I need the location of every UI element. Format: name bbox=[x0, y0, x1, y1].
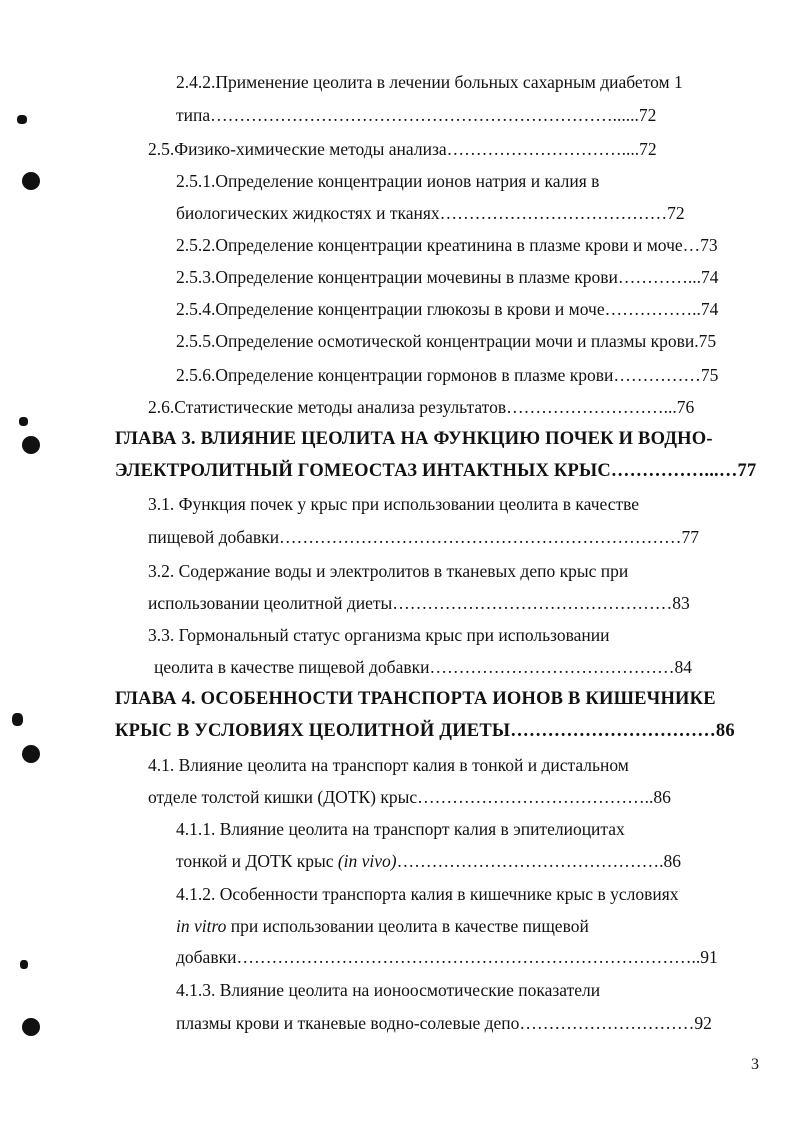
toc-entry-4-1-cont: отделе толстой кишки (ДОТК) крыс…………………………………..86 bbox=[148, 787, 671, 807]
toc-entry-2-4-2-cont: типа……………………………………………………………......72 bbox=[176, 105, 657, 125]
toc-entry-4-1: 4.1. Влияние цеолита на транспорт калия в тонкой и дистальном bbox=[148, 755, 629, 775]
toc-entry-2-6: 2.6.Статистические методы анализа результатов………………………...76 bbox=[148, 397, 695, 417]
toc-text-italic: in vitro bbox=[176, 916, 227, 936]
toc-entry-4-1-2: 4.1.2. Особенности транспорта калия в кишечнике крыс в условиях bbox=[176, 884, 679, 904]
toc-entry-3-1: 3.1. Функция почек у крыс при использовании цеолита в качестве bbox=[148, 494, 640, 514]
toc-entry-2-5-1: 2.5.1.Определение концентрации ионов натрия и калия в bbox=[176, 171, 600, 191]
toc-chapter-3-cont: ЭЛЕКТРОЛИТНЫЙ ГОМЕОСТАЗ ИНТАКТНЫХ КРЫС……………...…77 bbox=[115, 461, 757, 481]
toc-entry-4-1-2-cont2: добавки……………………………………………………………………..91 bbox=[176, 947, 718, 967]
toc-text: тонкой и ДОТК крыс bbox=[176, 851, 338, 871]
toc-text: при использовании цеолита в качестве пищевой bbox=[226, 916, 589, 936]
margin-speck bbox=[19, 417, 28, 426]
toc-leader-page: ……………………………………….86 bbox=[396, 851, 682, 871]
toc-entry-2-5-4: 2.5.4.Определение концентрации глюкозы в крови и моче……………..74 bbox=[176, 299, 719, 319]
toc-entry-3-3: 3.3. Гормональный статус организма крыс при использовании bbox=[148, 625, 610, 645]
margin-speck bbox=[20, 960, 28, 969]
toc-entry-3-1-cont: пищевой добавки……………………………………………………………77 bbox=[148, 527, 700, 547]
toc-entry-4-1-1: 4.1.1. Влияние цеолита на транспорт калия в эпителиоцитах bbox=[176, 819, 625, 839]
binder-hole bbox=[22, 172, 40, 190]
toc-entry-2-5-1-cont: биологических жидкостях и тканях…………………………………72 bbox=[176, 203, 685, 223]
toc-entry-2-5: 2.5.Физико-химические методы анализа…………………………....72 bbox=[148, 139, 657, 159]
toc-entry-3-2: 3.2. Содержание воды и электролитов в тканевых депо крыс при bbox=[148, 561, 629, 581]
toc-entry-4-1-3: 4.1.3. Влияние цеолита на ионоосмотические показатели bbox=[176, 980, 601, 1000]
toc-chapter-3: ГЛАВА 3. ВЛИЯНИЕ ЦЕОЛИТА НА ФУНКЦИЮ ПОЧЕК И ВОДНО- bbox=[115, 429, 713, 449]
toc-entry-2-5-2: 2.5.2.Определение концентрации креатинина в плазме крови и моче…73 bbox=[176, 235, 718, 255]
binder-hole bbox=[22, 745, 40, 763]
toc-entry-3-2-cont: использовании цеолитной диеты…………………………………………83 bbox=[148, 593, 690, 613]
toc-entry-3-3-cont: цеолита в качестве пищевой добавки……………………………………84 bbox=[154, 657, 692, 677]
binder-hole bbox=[22, 1018, 40, 1036]
margin-speck bbox=[12, 713, 23, 726]
toc-chapter-4: ГЛАВА 4. ОСОБЕННОСТИ ТРАНСПОРТА ИОНОВ В КИШЕЧНИКЕ bbox=[115, 689, 716, 709]
binder-hole bbox=[22, 436, 40, 454]
toc-entry-4-1-1-cont bbox=[176, 850, 681, 872]
toc-entry-4-1-3-cont: плазмы крови и тканевые водно-солевые депо…………………………92 bbox=[176, 1013, 712, 1033]
toc-text-italic: (in vivo) bbox=[337, 851, 397, 871]
toc-entry-2-5-6: 2.5.6.Определение концентрации гормонов в плазме крови……………75 bbox=[176, 365, 719, 385]
toc-entry-2-5-3: 2.5.3.Определение концентрации мочевины в плазме крови…………...74 bbox=[176, 267, 719, 287]
page-number: 3 bbox=[751, 1056, 759, 1073]
toc-entry-2-5-5: 2.5.5.Определение осмотической концентрации мочи и плазмы крови.75 bbox=[176, 331, 717, 351]
toc-chapter-4-cont: КРЫС В УСЛОВИЯХ ЦЕОЛИТНОЙ ДИЕТЫ……………………………86 bbox=[115, 721, 735, 741]
margin-speck bbox=[17, 115, 27, 124]
toc-entry-4-1-2-cont bbox=[176, 915, 589, 937]
toc-entry-2-4-2: 2.4.2.Применение цеолита в лечении больных сахарным диабетом 1 bbox=[176, 72, 683, 92]
